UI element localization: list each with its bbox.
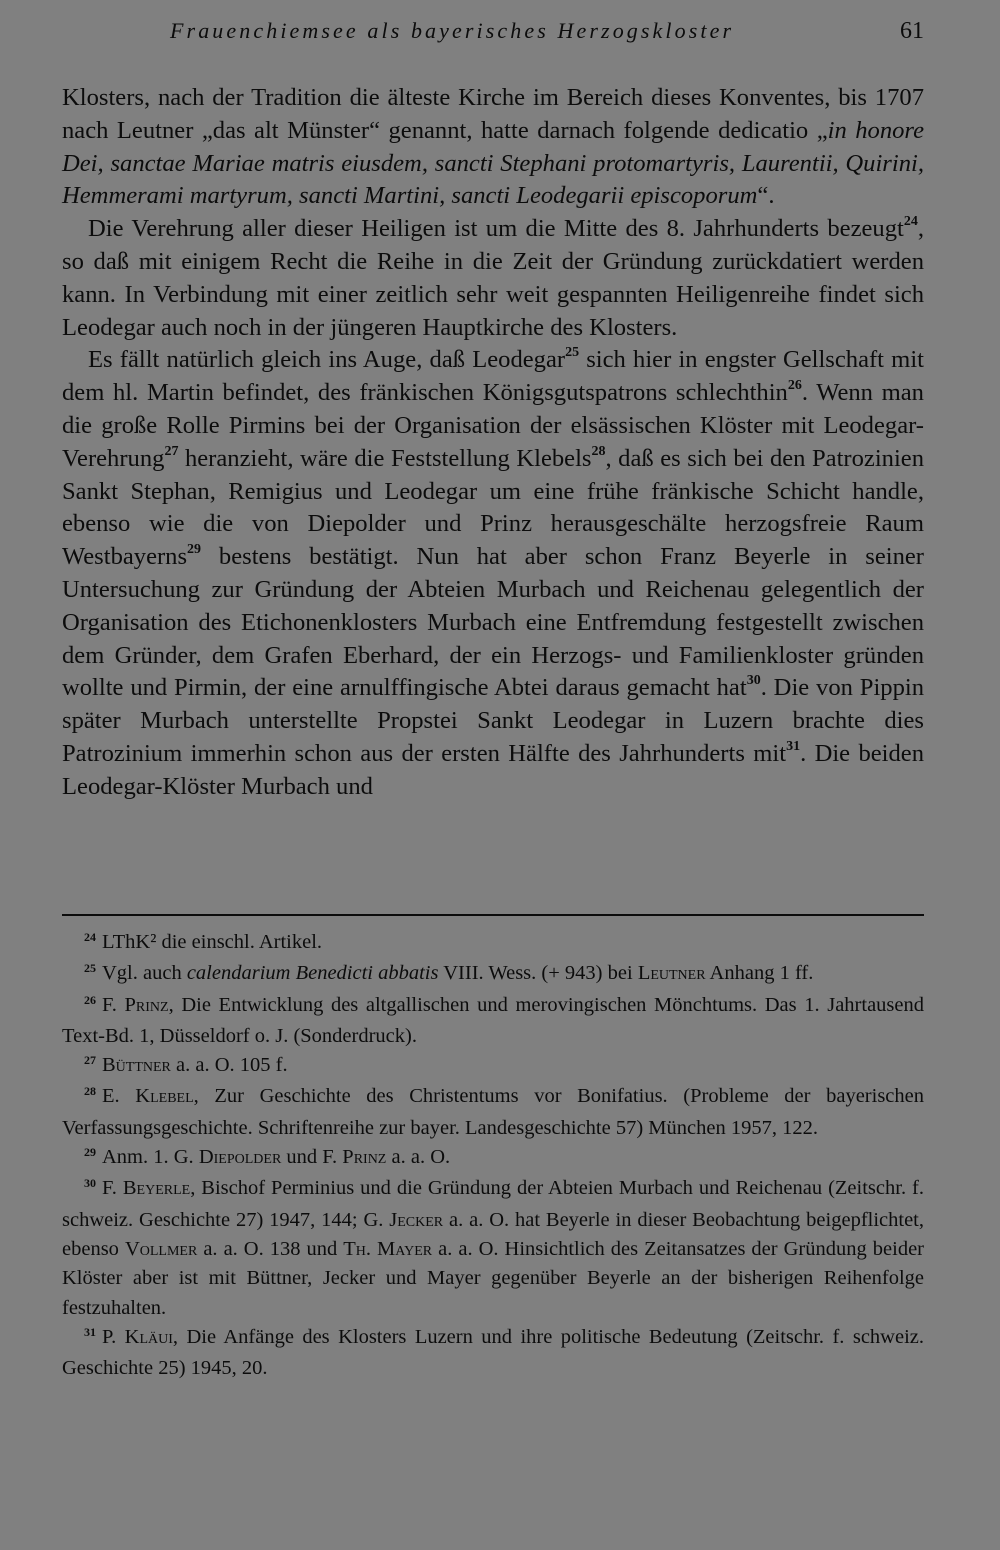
- footnote-text: VIII. Wess. (+ 943) bei: [438, 962, 638, 985]
- footnote-ref-24[interactable]: 24: [903, 214, 918, 229]
- footnote-31: [62, 1323, 924, 1384]
- footnote-ref-27[interactable]: 27: [164, 443, 179, 459]
- footnote-ref-31[interactable]: 31: [786, 738, 801, 754]
- author-name: Vollmer: [124, 1237, 198, 1260]
- footnote-number: 29: [84, 1145, 96, 1160]
- footnote-ref-25[interactable]: 25: [565, 345, 580, 361]
- footnote-text: a. a. O. 138 und: [197, 1237, 344, 1260]
- footnote-24: [62, 928, 924, 959]
- running-head: [62, 18, 924, 50]
- author-name: Klebel: [135, 1085, 194, 1108]
- text: . Wenn man die große Rolle Pirmins bei der Organisation der elsässischen Klöster mit Leodegar-Verehrung: [62, 379, 924, 472]
- footnote-27: [62, 1051, 924, 1082]
- footnote-divider: [62, 914, 924, 916]
- text: bestens bestätigt. Nun hat aber schon Franz Beyerle in seiner Untersuchung zur Gründung der Abteien Murbach und Reichenau gelegentlich der Organisation des Etichonenklosters Murbach eine Entfremdung festgestellt zwischen dem Gründer, dem Grafen Eberhard, der ein Herzogs- und Familienkloster gründen wollte und Pirmin, der eine arnulffingische Abtei daraus gemacht hat: [62, 543, 924, 702]
- text: , so daß mit einigem Recht die Reihe in die Zeit der Gründung zurückdatiert werden kann. In Verbindung mit einer zeitlich sehr weit gespannten Heiligenreihe findet sich Leodegar auch noch in der jüngeren Hauptkirche des Klosters.: [62, 215, 924, 341]
- paragraph-1: [62, 82, 924, 213]
- footnote-text: Vgl. auch: [102, 962, 187, 985]
- author-name: Prinz: [342, 1146, 387, 1169]
- footnote-italic: calendarium Benedicti abbatis: [186, 962, 439, 985]
- text: , daß es sich bei den Patrozinien Sankt Stephan, Remigius und Leodegar um eine frühe fränkische Schicht handle, ebenso wie die von Diepolder und Prinz herausgeschälte herzogsfreie Raum Westbayerns: [62, 444, 924, 571]
- footnote-text: F.: [102, 1177, 123, 1200]
- footnote-26: [62, 991, 924, 1052]
- footnote-text: Anhang 1 ff.: [705, 962, 814, 985]
- text: . Die von Pippin später Murbach unterstellte Propstei Sankt Leodegar in Luzern brachte dies Patrozinium immerhin schon aus der ersten Hälfte des Jahrhunderts mit: [62, 674, 925, 767]
- footnote-text: Anm. 1. G.: [102, 1146, 199, 1169]
- footnote-text: , Zur Geschichte des Christentums vor Bonifatius. (Probleme der bayerischen Verfassungsgeschichte. Schriftenreihe zur bayer. Landesgeschichte 57) München 1957, 122.: [62, 1085, 924, 1139]
- footnote-text: P.: [102, 1325, 125, 1348]
- footnote-number: 30: [84, 1176, 96, 1191]
- footnote-29: [62, 1143, 924, 1174]
- footnote-text: und F.: [281, 1146, 343, 1169]
- author-name: Diepolder: [198, 1146, 282, 1169]
- text: “.: [757, 182, 775, 210]
- text: Es fällt natürlich gleich ins Auge, daß Leodegar: [88, 346, 566, 374]
- footnote-number: 25: [84, 961, 96, 976]
- footnote-number: 26: [84, 992, 96, 1007]
- paragraph-2: [62, 213, 924, 344]
- text: Die Verehrung aller dieser Heiligen ist um die Mitte des 8. Jahrhunderts bezeugt: [88, 215, 904, 243]
- footnote-number: 31: [84, 1324, 96, 1339]
- footnote-ref-30[interactable]: 30: [746, 673, 761, 689]
- text: . Die beiden Leodegar-Klöster Murbach und: [62, 739, 924, 800]
- dedication-quote: in honore Dei, sanctae Mariae matris eiusdem, sancti Stephani protomartyris, Laurentii, Quirini, Hemmerami martyrum, sancti Martini, sancti Leodegarii episcoporum: [62, 116, 924, 210]
- footnote-text: F.: [102, 993, 125, 1016]
- footnotes: [62, 928, 924, 1383]
- main-text: [62, 82, 924, 804]
- author-name: Beyerle: [122, 1177, 191, 1200]
- footnote-28: [62, 1082, 924, 1143]
- footnote-text: a. a. O. Hinsichtlich des Zeitansatzes der Gründung beider Klöster aber ist mit Büttner, Jecker und Mayer gegenüber Beyerle an der bisherigen Reihenfolge festzuhalten.: [62, 1237, 924, 1319]
- text: sich hier in engster Gellschaft mit dem hl. Martin befindet, des fränkischen Königsgutspatrons schlechthin: [62, 346, 924, 407]
- footnote-text: a. a. O.: [386, 1146, 451, 1169]
- text: heranzieht, wäre die Feststellung Klebels: [178, 444, 592, 472]
- footnote-30: [62, 1174, 924, 1322]
- footnote-ref-28[interactable]: 28: [591, 443, 606, 459]
- footnote-text: LThK² die einschl. Artikel.: [102, 931, 323, 953]
- footnote-text: , Bischof Perminius und die Gründung der Abteien Murbach und Reichenau (Zeitschr. f. schweiz. Geschichte 27) 1947, 144; G.: [62, 1177, 924, 1231]
- page-number: 61: [900, 18, 924, 44]
- footnote-ref-29[interactable]: 29: [187, 541, 202, 557]
- footnote-text: , Die Anfänge des Klosters Luzern und ihre politische Bedeutung (Zeitschr. f. schweiz. Geschichte 25) 1945, 20.: [62, 1325, 924, 1380]
- footnote-text: a. a. O. 105 f.: [170, 1054, 288, 1077]
- author-name: Büttner: [102, 1054, 171, 1077]
- footnote-number: 24: [84, 930, 96, 944]
- footnote-text: , Die Entwicklung des altgallischen und merovingischen Mönchtums. Das 1. Jahrtausend Text-Bd. 1, Düsseldorf o. J. (Sonderdruck).: [62, 993, 925, 1047]
- author-name: Leutner: [637, 962, 706, 985]
- author-name: Kläui: [124, 1325, 173, 1348]
- author-name: Prinz: [124, 993, 169, 1016]
- footnote-25: [62, 959, 924, 990]
- footnote-text: a. a. O. hat Beyerle in dieser Beobachtung beigepflichtet, ebenso: [62, 1208, 924, 1260]
- author-name: Jecker: [389, 1208, 444, 1231]
- footnote-ref-26[interactable]: 26: [787, 377, 802, 393]
- footnote-text: E.: [102, 1085, 136, 1108]
- paragraph-3: [62, 344, 924, 803]
- text: Klosters, nach der Tradition die älteste Kirche im Bereich dieses Konventes, bis 1707 nach Leutner „das alt Münster“ genannt, hatte darnach folgende dedicatio „: [62, 84, 924, 144]
- footnote-number: 28: [84, 1084, 96, 1099]
- author-name: Th. Mayer: [343, 1237, 433, 1260]
- running-title: Frauenchiemsee als bayerisches Herzogskloster: [170, 18, 735, 43]
- footnote-number: 27: [84, 1053, 96, 1068]
